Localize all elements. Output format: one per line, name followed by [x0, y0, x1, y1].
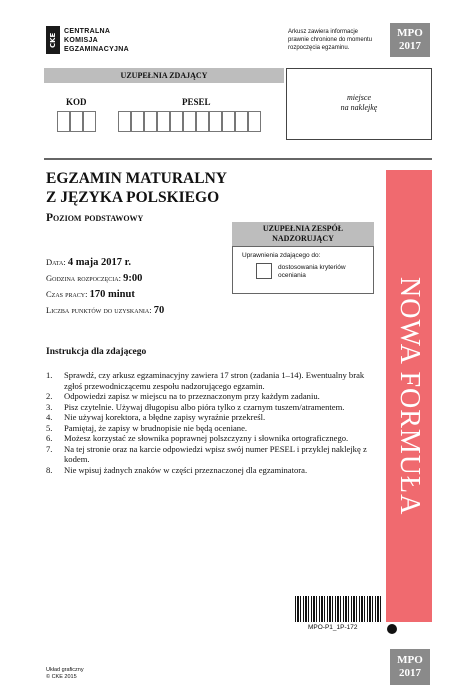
start-label: Godzina rozpoczęcia: — [46, 273, 121, 283]
exam-title-line2: Z JĘZYKA POLSKIEGO — [46, 189, 220, 206]
pesel-digit-field[interactable] — [131, 111, 144, 132]
instruction-item — [46, 370, 371, 391]
exam-duration — [46, 289, 135, 300]
instruction-number: 3. — [46, 401, 53, 412]
pesel-digit-field[interactable] — [118, 111, 131, 132]
instruction-number: 1. — [46, 370, 53, 380]
instruction-item — [46, 444, 371, 465]
points-label: Liczba punktów do uzyskania: — [46, 305, 152, 315]
exam-start-time — [46, 273, 142, 284]
instruction-item — [46, 423, 371, 434]
team-box-label: Uprawnienia zdającego do: — [242, 252, 321, 259]
instruction-text: Nie używaj korektora, a błędne zapisy wyraźnie przekreśl. — [64, 412, 266, 422]
barcode-text: MPO-P1_1P-172 — [308, 624, 358, 631]
start-value: 9:00 — [123, 273, 143, 284]
exam-code-line2: 2017 — [399, 40, 421, 52]
instruction-item — [46, 391, 371, 402]
exam-points — [46, 305, 164, 316]
exam-date — [46, 257, 131, 268]
sticker-area[interactable] — [286, 68, 432, 140]
pesel-digit-field[interactable] — [248, 111, 261, 132]
institution-name — [64, 27, 129, 54]
instruction-item — [46, 402, 371, 413]
instruction-number: 8. — [46, 464, 53, 475]
kod-label: KOD — [66, 97, 87, 107]
team-box-header: UZUPEŁNIA ZESPÓŁ NADZORUJĄCY — [232, 222, 374, 246]
instruction-text: Nie wpisuj żadnych znaków w części przeznaczonej dla egzaminatora. — [64, 464, 308, 475]
institution-line: EGZAMINACYJNA — [64, 46, 129, 53]
instruction-text: Pamiętaj, że zapisy w brudnopisie nie będą oceniane. — [64, 422, 248, 433]
instruction-item — [46, 433, 371, 444]
instruction-text: Na tej stronie oraz na karcie odpowiedzi wpisz swój numer PESEL i przyklej naklejkę z kodem. — [64, 443, 367, 464]
exam-level: Poziom podstawowy — [46, 212, 144, 224]
instruction-number: 4. — [46, 412, 53, 422]
pesel-digit-field[interactable] — [183, 111, 196, 132]
pesel-digit-field[interactable] — [144, 111, 157, 132]
cke-logo: CKE — [46, 26, 60, 54]
sticker-label-line2: na naklejkę — [340, 103, 378, 112]
sticker-label-line1: miejsce — [347, 93, 371, 102]
registration-dot — [387, 624, 397, 634]
instruction-text: Odpowiedzi zapisz w miejscu na to przeznaczonym przy każdym zadaniu. — [64, 391, 320, 401]
note-line: Arkusz zawiera informacje — [288, 29, 359, 35]
confidentiality-note — [288, 28, 380, 52]
kod-digit-field[interactable] — [57, 111, 70, 132]
pesel-digit-field[interactable] — [222, 111, 235, 132]
exam-title-line1: EGZAMIN MATURALNY — [46, 170, 227, 187]
institution-line: KOMISJA — [64, 37, 98, 44]
candidate-section-header: UZUPEŁNIA ZDAJĄCY — [44, 68, 284, 83]
pesel-digit-field[interactable] — [170, 111, 183, 132]
instruction-text: Możesz korzystać ze słownika poprawnej polszczyzny i słownika ortograficznego. — [64, 433, 349, 443]
kod-digit-field[interactable] — [70, 111, 83, 132]
exam-code-top — [390, 23, 430, 57]
pesel-digit-field[interactable] — [196, 111, 209, 132]
instruction-number: 7. — [46, 443, 53, 454]
instruction-text: Sprawdź, czy arkusz egzaminacyjny zawiera 17 stron (zadania 1–14). Ewentualny brak zgłoś przewodniczącemu zespołu nadzorującego egzamin. — [64, 370, 365, 391]
instruction-item — [46, 412, 371, 423]
pesel-digit-field[interactable] — [209, 111, 222, 132]
exam-code-bottom — [390, 649, 430, 685]
adjusted-criteria-checkbox[interactable] — [256, 263, 272, 279]
instruction-text: Pisz czytelnie. Używaj długopisu albo pióra tylko z czarnym tuszem/atramentem. — [64, 401, 345, 412]
pesel-digit-field[interactable] — [157, 111, 170, 132]
exam-code-line1: MPO — [397, 654, 423, 666]
institution-line: CENTRALNA — [64, 28, 111, 35]
instruction-number: 5. — [46, 422, 53, 433]
pesel-label: PESEL — [182, 97, 211, 107]
date-label: Data: — [46, 257, 66, 267]
instructions-list — [46, 370, 371, 475]
exam-title — [46, 169, 227, 207]
duration-value: 170 minut — [89, 289, 135, 300]
instruction-item — [46, 465, 371, 476]
instructions-header: Instrukcja dla zdającego — [46, 347, 147, 357]
duration-label: Czas pracy: — [46, 289, 88, 299]
note-line: rozpoczęcia egzaminu. — [288, 45, 350, 51]
exam-code-line1: MPO — [397, 27, 423, 39]
footer-line1: Układ graficzny — [46, 667, 84, 673]
pesel-digit-field[interactable] — [235, 111, 248, 132]
footer-line2: © CKE 2015 — [46, 674, 77, 680]
section-divider — [44, 158, 432, 160]
new-formula-label: NOWA FORMUŁA — [394, 276, 425, 516]
footer-credit — [46, 667, 84, 681]
instruction-number: 2. — [46, 391, 53, 401]
exam-code-line2: 2017 — [399, 667, 421, 679]
points-value: 70 — [153, 305, 165, 316]
note-line: prawnie chronione do momentu — [288, 37, 373, 43]
kod-digit-field[interactable] — [83, 111, 96, 132]
barcode — [295, 596, 381, 622]
date-value: 4 maja 2017 r. — [67, 257, 132, 268]
adjusted-criteria-label: dostosowania kryteriów oceniania — [278, 264, 346, 279]
instruction-number: 6. — [46, 433, 53, 443]
